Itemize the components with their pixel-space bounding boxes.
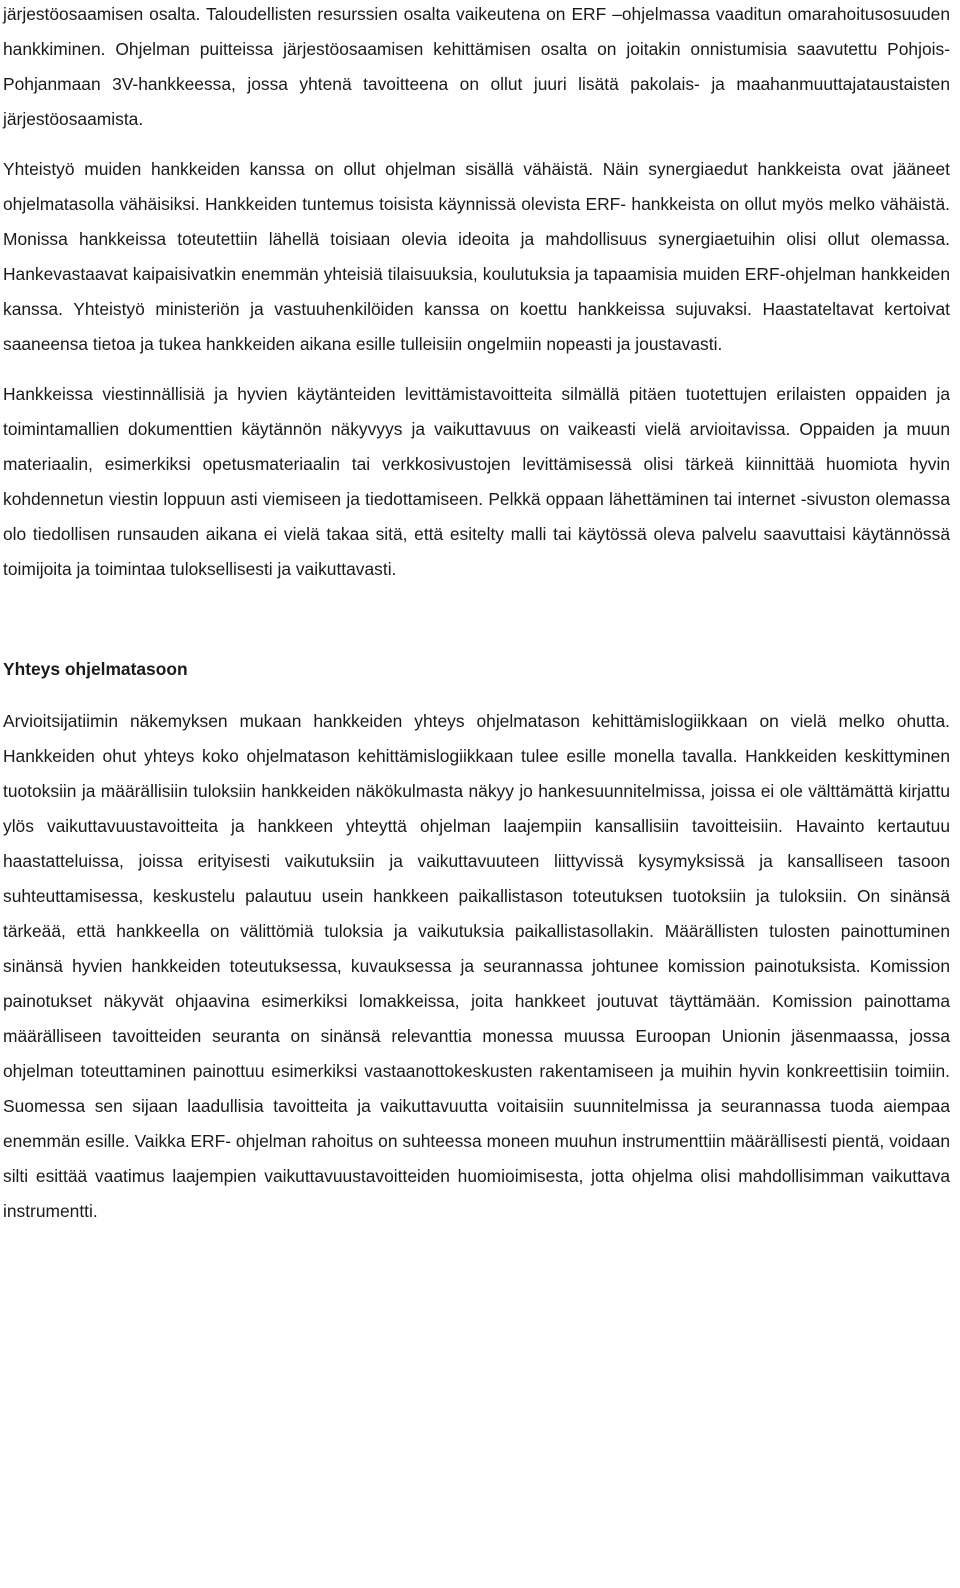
paragraph-organisational-skills: järjestöosaamisen osalta. Taloudellisten resurssien osalta vaikeutena on ERF –ohjelmassa vaaditun omarahoitusosuuden hankkiminen. Ohjelman puitteissa järjestöosaamisen kehittämisen osalta on joitakin onnistumisia saavutettu Pohjois-Pohjanmaan 3V-hankkeessa, jossa yhtenä tavoitteena on ollut juuri lisätä pakolais- ja maahanmuuttajataustaisten järjestöosaamista. (3, 4, 950, 129)
section-heading: Yhteys ohjelmatasoon (3, 659, 188, 679)
paragraph-cooperation: Yhteistyö muiden hankkeiden kanssa on ollut ohjelman sisällä vähäistä. Näin synergiaedut hankkeista ovat jääneet ohjelmatasolla vähäisiksi. Hankkeiden tuntemus toisista käynnissä olevista ERF- hankkeista on ollut myös melko vähäistä. Monissa hankkeissa toteutettiin lähellä toisiaan olevia ideoita ja mahdollisuus synergiaetuihin olisi ollut olemassa. Hankevastaavat kaipaisivatkin enemmän yhteisiä tilaisuuksia, koulutuksia ja tapaamisia muiden ERF-ohjelman hankkeiden kanssa. Yhteistyö ministeriön ja vastuuhenkilöiden kanssa on koettu hankkeissa sujuvaksi. Haastateltavat kertoivat saaneensa tietoa ja tukea hankkeiden aikana esille tulleisiin ongelmiin nopeasti ja joustavasti. (3, 159, 950, 354)
paragraph-dissemination: Hankkeissa viestinnällisiä ja hyvien käytänteiden levittämistavoitteita silmällä pitäen tuotettujen erilaisten oppaiden ja toimintamallien dokumenttien käytännön näkyvyys ja vaikuttavuus on vaikeasti vielä arvioitavissa. Oppaiden ja muun materiaalin, esimerkiksi opetusmateriaalin tai verkkosivustojen levittämisessä olisi tärkeä kiinnittää huomiota hyvin kohdennetun viestin loppuun asti viemiseen ja tiedottamiseen. Pelkkä oppaan lähettäminen tai internet -sivuston olemassa olo tiedollisen runsauden aikana ei vielä takaa sitä, että esitelty malli tai käytössä oleva palvelu saavuttaisi käytännössä toimijoita ja toimintaa tuloksellisesti ja vaikuttavasti. (3, 384, 950, 579)
paragraph-programme-link: Arvioitsijatiimin näkemyksen mukaan hankkeiden yhteys ohjelmatason kehittämislogiikkaan on vielä melko ohutta. Hankkeiden ohut yhteys koko ohjelmatason kehittämislogiikkaan tulee esille monella tavalla. Hankkeiden keskittyminen tuotoksiin ja määrällisiin tuloksiin hankkeiden näkökulmasta näkyy jo hankesuunnitelmissa, joissa ei ole välttämättä kirjattu ylös vaikuttavuustavoitteita ja hankkeen yhteyttä ohjelman laajempiin kansallisiin tavoitteisiin. Havainto kertautuu haastatteluissa, joissa erityisesti vaikutuksiin ja vaikuttavuuteen liittyvissä kysymyksissä ja kansalliseen tasoon suhteuttamisessa, keskustelu palautuu usein hankkeen paikallistason toteutuksen tuotoksiin ja tuloksiin. On sinänsä tärkeää, että hankkeella on välittömiä tuloksia ja vaikutuksia paikallistasollakin. Määrällisten tulosten painottuminen sinänsä hyvien hankkeiden toteutuksessa, kuvauksessa ja seurannassa johtunee komission painotuksista. Komission painotukset näkyvät ohjaavina esimerkiksi lomakkeissa, joita hankkeet joutuvat täyttämään. Komission painottama määrälliseen tavoitteiden seuranta on sinänsä relevanttia monessa muussa Euroopan Unionin jäsenmaassa, jossa ohjelman toteuttaminen painottuu esimerkiksi vastaanottokeskusten rakentamiseen ja muihin hyvin konkreettisiin toimiin. Suomessa sen sijaan laadullisia tavoitteita ja vaikuttavuutta voitaisiin suunnitelmissa ja seurannassa tuoda aiempaa enemmän esille. Vaikka ERF- ohjelman rahoitus on suhteessa moneen muuhun instrumenttiin määrällisesti pientä, voidaan silti esittää vaatimus laajempien vaikuttavuustavoitteiden huomioimisesta, jotta ohjelma olisi mahdollisimman vaikuttava instrumentti. (3, 711, 950, 1221)
